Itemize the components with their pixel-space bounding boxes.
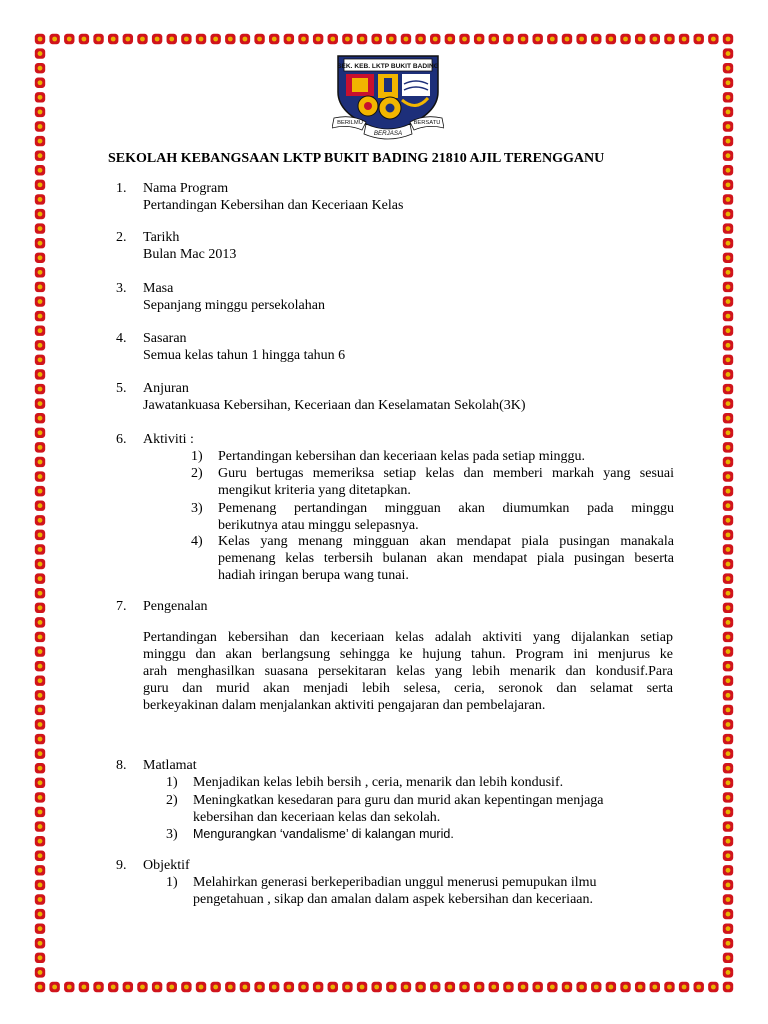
list-number: 4) xyxy=(191,534,203,549)
border-flower xyxy=(137,982,147,992)
border-flower xyxy=(533,982,543,992)
paragraph-line: Pertandingan kebersihan dan keceriaan kelas adalah aktiviti yang dijalankan setiap xyxy=(143,630,673,645)
border-flower xyxy=(445,982,455,992)
border-flower xyxy=(137,34,147,44)
border-flower xyxy=(664,34,674,44)
border-flower xyxy=(723,457,733,467)
border-flower xyxy=(225,982,235,992)
border-flower xyxy=(503,982,513,992)
border-flower xyxy=(35,238,45,248)
border-flower xyxy=(723,588,733,598)
border-flower xyxy=(723,923,733,933)
border-flower xyxy=(35,821,45,831)
border-flower xyxy=(298,982,308,992)
border-flower xyxy=(35,836,45,846)
border-flower xyxy=(371,982,381,992)
border-flower xyxy=(35,150,45,160)
border-flower xyxy=(35,748,45,758)
border-flower xyxy=(723,559,733,569)
section-text: Pertandingan Kebersihan dan Keceriaan Kelas xyxy=(143,198,404,213)
border-flower xyxy=(35,282,45,292)
section-text: Semua kelas tahun 1 hingga tahun 6 xyxy=(143,348,346,363)
border-flower xyxy=(35,253,45,263)
border-flower xyxy=(108,982,118,992)
list-text: mengikut kriteria yang ditetapkan. xyxy=(218,483,411,498)
border-flower xyxy=(93,34,103,44)
border-flower xyxy=(196,34,206,44)
border-flower xyxy=(49,34,59,44)
border-flower xyxy=(108,34,118,44)
border-flower xyxy=(562,982,572,992)
border-flower xyxy=(415,982,425,992)
list-number: 2) xyxy=(166,793,178,808)
border-flower xyxy=(723,851,733,861)
border-flower xyxy=(35,428,45,438)
border-flower xyxy=(35,63,45,73)
border-flower xyxy=(723,121,733,131)
border-flower xyxy=(547,982,557,992)
border-flower xyxy=(723,938,733,948)
border-flower xyxy=(35,165,45,175)
border-flower xyxy=(723,530,733,540)
border-flower xyxy=(708,34,718,44)
section-heading: Matlamat xyxy=(143,758,197,773)
border-flower xyxy=(93,982,103,992)
border-flower xyxy=(35,603,45,613)
border-flower xyxy=(459,34,469,44)
border-flower xyxy=(664,982,674,992)
section-number: 5. xyxy=(116,381,127,396)
border-flower xyxy=(35,851,45,861)
border-flower xyxy=(35,573,45,583)
border-flower xyxy=(269,982,279,992)
border-flower xyxy=(723,78,733,88)
border-flower xyxy=(606,982,616,992)
border-flower xyxy=(35,646,45,656)
border-flower xyxy=(49,982,59,992)
border-flower xyxy=(723,471,733,481)
section-heading: Pengenalan xyxy=(143,599,208,614)
border-flower xyxy=(196,982,206,992)
section-heading: Masa xyxy=(143,281,174,296)
border-flower xyxy=(723,340,733,350)
list-text: Menjadikan kelas lebih bersih , ceria, menarik dan lebih kondusif. xyxy=(193,775,564,790)
border-flower xyxy=(723,325,733,335)
border-flower xyxy=(35,78,45,88)
border-flower xyxy=(35,894,45,904)
border-flower xyxy=(35,92,45,102)
border-flower xyxy=(35,617,45,627)
border-flower xyxy=(562,34,572,44)
border-flower xyxy=(79,34,89,44)
logo-motto-right: BERSATU xyxy=(413,120,441,126)
border-flower xyxy=(313,982,323,992)
border-flower xyxy=(35,909,45,919)
section-heading: Tarikh xyxy=(143,230,180,245)
border-flower xyxy=(723,748,733,758)
border-flower xyxy=(284,34,294,44)
section-heading: Nama Program xyxy=(143,181,229,196)
list-number: 1) xyxy=(166,875,178,890)
paragraph-line: berkeyakinan dalam menjalankan aktiviti pengajaran dan pembelajaran. xyxy=(143,698,546,713)
border-flower xyxy=(35,807,45,817)
section-number: 9. xyxy=(116,858,127,873)
section-number: 2. xyxy=(116,230,127,245)
border-flower xyxy=(620,34,630,44)
border-flower xyxy=(518,982,528,992)
border-flower xyxy=(35,136,45,146)
list-text: kebersihan dan keceriaan kelas dan sekolah. xyxy=(193,810,441,825)
border-flower xyxy=(298,34,308,44)
list-text: Mengurangkan ‘vandalisme’ di kalangan murid. xyxy=(193,827,454,841)
border-flower xyxy=(35,180,45,190)
section-number: 6. xyxy=(116,432,127,447)
border-flower xyxy=(679,34,689,44)
border-flower xyxy=(415,34,425,44)
border-flower xyxy=(430,982,440,992)
border-flower xyxy=(723,238,733,248)
border-flower xyxy=(240,34,250,44)
border-flower xyxy=(723,296,733,306)
border-flower xyxy=(35,471,45,481)
section-text: Jawatankuasa Kebersihan, Keceriaan dan Keselamatan Sekolah(3K) xyxy=(143,398,526,413)
border-flower xyxy=(459,982,469,992)
border-flower xyxy=(386,34,396,44)
border-flower xyxy=(35,209,45,219)
border-flower xyxy=(371,34,381,44)
border-flower xyxy=(35,369,45,379)
border-flower xyxy=(35,515,45,525)
border-flower xyxy=(35,953,45,963)
paragraph-line: minggu dan akan berlangsung sehingga ke hujung tahun. Program ini menjurus ke xyxy=(143,647,673,662)
section-text: Sepanjang minggu persekolahan xyxy=(143,298,325,313)
border-flower xyxy=(181,982,191,992)
border-flower xyxy=(723,690,733,700)
border-flower xyxy=(35,544,45,554)
border-flower xyxy=(723,909,733,919)
border-flower xyxy=(635,982,645,992)
border-flower xyxy=(35,194,45,204)
logo-motto-left: BERILMU xyxy=(337,120,363,126)
section-number: 1. xyxy=(116,181,127,196)
border-flower xyxy=(518,34,528,44)
border-flower xyxy=(650,982,660,992)
border-flower xyxy=(35,457,45,467)
border-flower xyxy=(576,34,586,44)
section-heading: Objektif xyxy=(143,858,190,873)
border-flower xyxy=(723,209,733,219)
border-flower xyxy=(723,821,733,831)
border-flower xyxy=(723,501,733,511)
border-flower xyxy=(723,982,733,992)
border-flower xyxy=(35,588,45,598)
border-flower xyxy=(35,121,45,131)
list-text: pengetahuan , sikap dan amalan dalam aspek kebersihan dan keceriaan. xyxy=(193,892,593,907)
list-text: Meningkatkan kesedaran para guru dan murid akan kepentingan menjaga xyxy=(193,793,604,808)
border-flower xyxy=(723,646,733,656)
border-flower xyxy=(723,384,733,394)
border-flower xyxy=(723,398,733,408)
border-flower xyxy=(284,982,294,992)
border-flower xyxy=(35,442,45,452)
border-flower xyxy=(445,34,455,44)
border-flower xyxy=(620,982,630,992)
border-flower xyxy=(35,982,45,992)
border-flower xyxy=(35,661,45,671)
border-flower xyxy=(474,982,484,992)
border-flower xyxy=(723,603,733,613)
border-flower xyxy=(401,982,411,992)
border-flower xyxy=(474,34,484,44)
border-flower xyxy=(723,632,733,642)
border-flower xyxy=(723,253,733,263)
border-flower xyxy=(723,282,733,292)
border-flower xyxy=(723,953,733,963)
border-flower xyxy=(254,34,264,44)
border-flower xyxy=(35,938,45,948)
list-text: Guru bertugas memeriksa setiap kelas dan memberi markah yang sesuai xyxy=(218,466,674,481)
section-number: 7. xyxy=(116,599,127,614)
border-flower xyxy=(328,982,338,992)
border-flower xyxy=(35,34,45,44)
border-flower xyxy=(35,325,45,335)
border-flower xyxy=(35,778,45,788)
border-flower xyxy=(210,34,220,44)
border-flower xyxy=(708,982,718,992)
introduction-paragraph xyxy=(143,629,673,714)
section-heading: Aktiviti : xyxy=(143,432,194,447)
border-flower xyxy=(723,617,733,627)
paragraph-line: arah menghasilkan suasana persekitaran kelas yang lebih menarik dan kondusif.Para xyxy=(143,664,673,679)
border-flower xyxy=(35,296,45,306)
section-text: Bulan Mac 2013 xyxy=(143,247,237,262)
border-flower xyxy=(723,107,733,117)
list-number: 3) xyxy=(166,827,178,842)
section-heading: Anjuran xyxy=(143,381,189,396)
border-flower xyxy=(650,34,660,44)
border-flower xyxy=(269,34,279,44)
list-text: hadiah iringan berupa wang tunai. xyxy=(218,568,409,583)
border-flower xyxy=(723,92,733,102)
border-flower xyxy=(35,705,45,715)
border-flower xyxy=(723,48,733,58)
list-text: Pertandingan kebersihan dan keceriaan kelas pada setiap minggu. xyxy=(218,449,585,464)
border-flower xyxy=(123,34,133,44)
list-text: Kelas yang menang mingguan akan mendapat piala pusingan manakala xyxy=(218,534,674,549)
list-number: 1) xyxy=(166,775,178,790)
border-flower xyxy=(723,150,733,160)
border-flower xyxy=(723,719,733,729)
border-flower xyxy=(430,34,440,44)
border-flower xyxy=(357,982,367,992)
border-flower xyxy=(123,982,133,992)
border-flower xyxy=(723,661,733,671)
border-flower xyxy=(357,34,367,44)
section-heading: Sasaran xyxy=(143,331,187,346)
border-flower xyxy=(723,792,733,802)
border-flower xyxy=(152,34,162,44)
border-flower xyxy=(723,180,733,190)
list-text: Melahirkan generasi berkeperibadian unggul menerusi pemupukan ilmu xyxy=(193,875,597,890)
border-flower xyxy=(723,194,733,204)
border-flower xyxy=(723,136,733,146)
border-flower xyxy=(225,34,235,44)
border-flower xyxy=(35,398,45,408)
paragraph-line: guru dan murid akan menjadi lebih selesa, ceria, seronok dan selamat serta xyxy=(143,681,673,696)
border-flower xyxy=(723,967,733,977)
border-flower xyxy=(723,807,733,817)
list-number: 1) xyxy=(191,449,203,464)
border-flower xyxy=(35,763,45,773)
section-number: 4. xyxy=(116,331,127,346)
border-flower xyxy=(591,982,601,992)
border-flower xyxy=(35,501,45,511)
border-flower xyxy=(723,836,733,846)
border-flower xyxy=(35,107,45,117)
border-flower xyxy=(723,778,733,788)
border-flower xyxy=(694,982,704,992)
border-flower xyxy=(723,413,733,423)
list-text: Pemenang pertandingan mingguan akan diumumkan pada minggu xyxy=(218,501,674,516)
border-flower xyxy=(489,982,499,992)
border-flower xyxy=(35,48,45,58)
border-flower xyxy=(723,165,733,175)
border-flower xyxy=(64,34,74,44)
border-flower xyxy=(35,719,45,729)
border-flower xyxy=(547,34,557,44)
border-flower xyxy=(489,34,499,44)
border-flower xyxy=(723,355,733,365)
border-flower xyxy=(79,982,89,992)
border-flower xyxy=(694,34,704,44)
border-flower xyxy=(606,34,616,44)
border-flower xyxy=(723,515,733,525)
border-flower xyxy=(35,340,45,350)
border-flower xyxy=(401,34,411,44)
border-flower xyxy=(635,34,645,44)
border-flower xyxy=(503,34,513,44)
border-flower xyxy=(723,676,733,686)
border-flower xyxy=(35,690,45,700)
border-flower xyxy=(35,865,45,875)
border-flower xyxy=(723,63,733,73)
border-flower xyxy=(35,923,45,933)
border-flower xyxy=(35,734,45,744)
border-flower xyxy=(210,982,220,992)
list-number: 3) xyxy=(191,501,203,516)
section-number: 8. xyxy=(116,758,127,773)
border-flower xyxy=(723,865,733,875)
border-flower xyxy=(723,442,733,452)
border-flower xyxy=(35,792,45,802)
border-flower xyxy=(386,982,396,992)
border-flower xyxy=(723,428,733,438)
border-flower xyxy=(35,676,45,686)
border-flower xyxy=(576,982,586,992)
border-flower xyxy=(723,223,733,233)
border-flower xyxy=(723,369,733,379)
border-flower xyxy=(254,982,264,992)
border-flower xyxy=(723,734,733,744)
border-flower xyxy=(35,355,45,365)
border-flower xyxy=(35,632,45,642)
border-flower xyxy=(342,982,352,992)
logo-motto-middle: BERJASA xyxy=(373,130,403,137)
document-title: SEKOLAH KEBANGSAAN LKTP BUKIT BADING 21810 AJIL TERENGGANU xyxy=(108,151,605,166)
border-flower xyxy=(723,311,733,321)
border-flower xyxy=(723,573,733,583)
border-flower xyxy=(35,880,45,890)
border-flower xyxy=(35,223,45,233)
border-flower xyxy=(167,982,177,992)
school-crest-logo xyxy=(332,52,444,148)
list-number: 2) xyxy=(191,466,203,481)
border-flower xyxy=(723,267,733,277)
list-text: pemenang kelas terbersih bulanan akan mendapat piala pusingan beserta xyxy=(218,551,674,566)
border-flower xyxy=(35,311,45,321)
border-flower xyxy=(723,880,733,890)
section-number: 3. xyxy=(116,281,127,296)
border-flower xyxy=(240,982,250,992)
border-flower xyxy=(723,34,733,44)
border-flower xyxy=(35,559,45,569)
border-flower xyxy=(181,34,191,44)
border-flower xyxy=(328,34,338,44)
border-flower xyxy=(35,413,45,423)
border-flower xyxy=(723,763,733,773)
border-flower xyxy=(342,34,352,44)
border-flower xyxy=(679,982,689,992)
border-flower xyxy=(35,384,45,394)
border-flower xyxy=(35,486,45,496)
border-flower xyxy=(313,34,323,44)
logo-text: SEK. KEB. LKTP BUKIT BADING xyxy=(337,63,439,70)
border-flower xyxy=(533,34,543,44)
border-flower xyxy=(723,705,733,715)
list-text: berikutnya atau minggu selepasnya. xyxy=(218,518,419,533)
border-flower xyxy=(723,894,733,904)
border-flower xyxy=(35,967,45,977)
border-flower xyxy=(167,34,177,44)
border-flower xyxy=(152,982,162,992)
border-flower xyxy=(591,34,601,44)
border-flower xyxy=(35,530,45,540)
border-flower xyxy=(723,486,733,496)
border-flower xyxy=(64,982,74,992)
border-flower xyxy=(723,544,733,554)
border-flower xyxy=(35,267,45,277)
